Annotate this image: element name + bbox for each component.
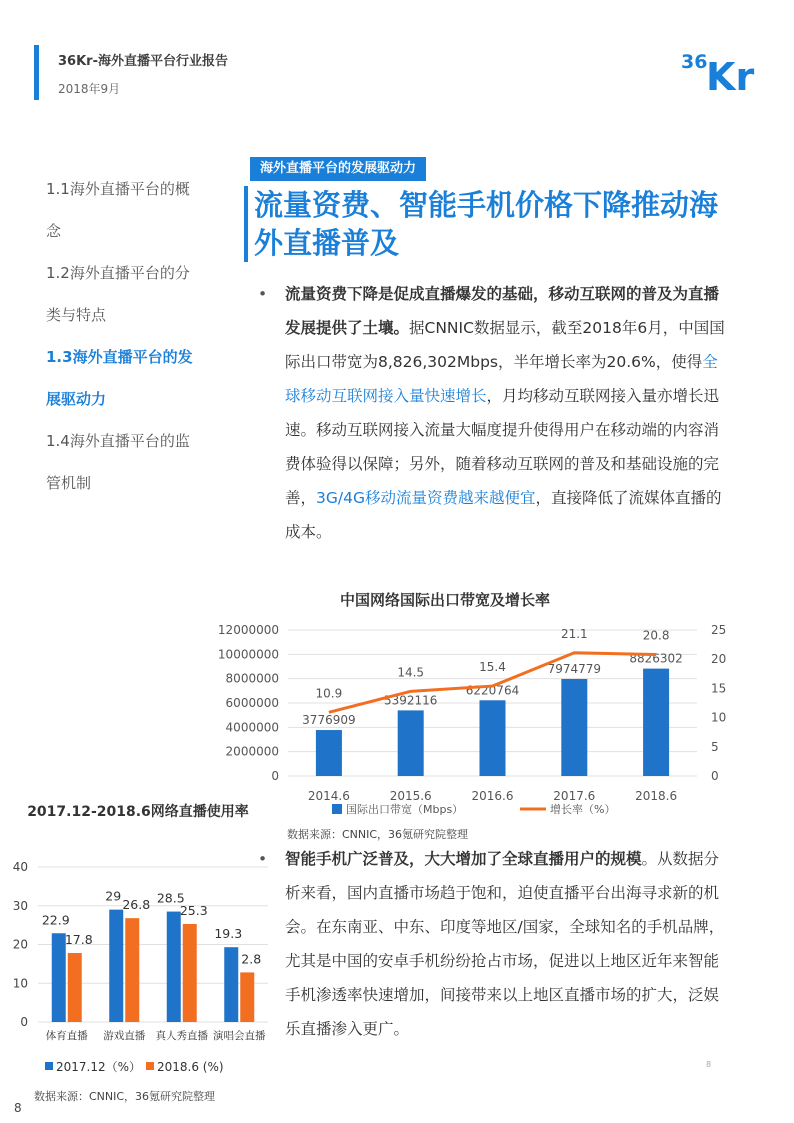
- bullet-text: 据CNNIC数据显示，截至2018年6月，中国国际出口带宽为8,826,302Mbps，半年增长率为20.6%，使得: [285, 319, 725, 371]
- data-label-growth: 10.9: [315, 686, 343, 701]
- x-tick-label: 演唱会直播: [213, 1030, 266, 1042]
- bar-bandwidth: [316, 730, 342, 776]
- toc-item-line: 类与特点: [46, 306, 107, 324]
- logo-text-main: Kr: [706, 55, 755, 96]
- y-tick-label-left: 4000000: [225, 720, 279, 735]
- report-title: 36Kr-海外直播平台行业报告: [58, 54, 228, 69]
- bar-2017-12: [167, 912, 181, 1022]
- legend-swatch-bandwidth: [332, 804, 342, 814]
- toc-item-line: 1.4海外直播平台的监: [46, 432, 190, 450]
- table-of-contents: [46, 168, 226, 504]
- y-tick-label-right: 15: [711, 681, 727, 696]
- chart-1-source: 数据来源：CNNIC，36氪研究院整理: [287, 828, 469, 841]
- bar-bandwidth: [561, 679, 587, 776]
- bar-2018-6: [125, 918, 139, 1022]
- y-tick-label-right: 25: [711, 623, 727, 637]
- toc-item-line: 1.2海外直播平台的分: [46, 264, 190, 282]
- legend-swatch-2017-12: [45, 1062, 53, 1070]
- bar-bandwidth: [480, 700, 506, 776]
- y-tick-label: 10: [12, 976, 28, 991]
- toc-item-1-4[interactable]: [46, 420, 226, 504]
- page-headline: 流量资费、智能手机价格下降推动海外直播普及: [254, 188, 719, 260]
- bandwidth-chart: [200, 615, 760, 830]
- data-label: 28.5: [156, 890, 185, 906]
- report-date: 2018年9月: [58, 82, 121, 96]
- x-tick-label: 2017.6: [553, 789, 596, 803]
- bar-2017-12: [52, 933, 66, 1022]
- y-tick-label: 20: [12, 937, 28, 952]
- toc-item-line: 念: [46, 222, 62, 240]
- y-tick-label-left: 10000000: [217, 647, 279, 662]
- bar-2017-12: [224, 947, 238, 1022]
- header-accent-bar: [34, 45, 39, 100]
- y-tick-label-left: 2000000: [225, 744, 279, 759]
- y-tick-label-left: 0: [271, 769, 279, 783]
- legend-label-growth: 增长率（%）: [550, 803, 616, 816]
- bullet-dot: •: [258, 850, 268, 868]
- toc-item-1-3-active[interactable]: [46, 336, 226, 420]
- y-tick-label: 30: [12, 898, 28, 913]
- toc-item-line: 管机制: [46, 474, 92, 492]
- data-label: 26.8: [122, 897, 151, 913]
- highlight-text: 3G/4G移动流量资费越来越便宜: [316, 489, 536, 507]
- y-tick-label-right: 10: [711, 710, 727, 725]
- x-tick-label: 体育直播: [45, 1030, 88, 1042]
- y-tick-label: 40: [12, 860, 28, 874]
- chart-2-source: 数据来源：CNNIC，36氪研究院整理: [34, 1090, 216, 1103]
- bar-2018-6: [183, 924, 197, 1022]
- y-tick-label-left: 12000000: [217, 623, 279, 637]
- toc-item-1-1[interactable]: [46, 168, 226, 252]
- bullet-paragraph-1: [258, 277, 725, 549]
- data-label-bandwidth: 5392116: [383, 693, 438, 708]
- y-tick-label-right: 0: [711, 769, 719, 783]
- data-label-bandwidth: 3776909: [302, 713, 356, 728]
- bullet-paragraph-2: [258, 842, 727, 1046]
- section-tag: 海外直播平台的发展驱动力: [250, 157, 426, 181]
- data-label-growth: 20.8: [642, 628, 670, 643]
- bar-bandwidth: [398, 710, 424, 776]
- logo-text-top: 36: [681, 51, 708, 73]
- data-label-growth: 21.1: [560, 626, 588, 641]
- page-number: 8: [14, 1101, 22, 1115]
- bar-bandwidth: [643, 669, 669, 776]
- toc-item-line: 1.1海外直播平台的概: [46, 180, 190, 198]
- chart-1-title: 中国网络国际出口带宽及增长率: [340, 591, 551, 609]
- data-label-growth: 14.5: [397, 665, 425, 680]
- data-label-bandwidth: 7974779: [547, 661, 602, 676]
- highlight-text: 全球移动互联网接入量快速增长: [285, 353, 718, 405]
- toc-item-1-2[interactable]: [46, 252, 226, 336]
- y-tick-label: 0: [20, 1015, 28, 1029]
- x-tick-label: 2018.6: [635, 789, 678, 803]
- chart-2-title: 2017.12-2018.6网络直播使用率: [27, 804, 249, 820]
- legend-label-2017-12: 2017.12（%）: [56, 1060, 142, 1074]
- y-tick-label-right: 5: [711, 739, 719, 754]
- x-tick-label: 2014.6: [307, 789, 350, 803]
- data-label: 25.3: [179, 902, 208, 918]
- bullet-text: ，直接降低了流媒体直播的成本。: [285, 489, 722, 541]
- y-tick-label-left: 8000000: [225, 671, 279, 686]
- legend-label-2018-6: 2018.6 (%): [157, 1060, 224, 1074]
- headline-accent-bar: [244, 186, 248, 262]
- bullet-dot: •: [258, 285, 268, 303]
- page-number: 8: [706, 1060, 712, 1069]
- y-tick-label-left: 6000000: [225, 696, 279, 710]
- legend-swatch-2018-6: [146, 1062, 154, 1070]
- bar-2018-6: [68, 953, 82, 1022]
- toc-item-line: 1.3海外直播平台的发: [46, 348, 193, 366]
- x-tick-label: 游戏直播: [103, 1030, 146, 1042]
- bullet-text: 。从数据分析来看，国内直播市场趋于饱和，迫使直播平台出海寻求新的机会。在东南亚、中东、印度等地区/国家，全球知名的手机品牌，尤其是中国的安卓手机纷纷抢占市场，促进以上地区近年来智能手机渗透率快速增加，间接带来以上地区直播市场的扩大，泛娱乐直播渗入更广。: [285, 850, 725, 1038]
- data-label: 29: [105, 888, 122, 904]
- bar-2018-6: [240, 972, 254, 1022]
- usage-rate-chart: [0, 855, 270, 1083]
- 36kr-logo: [680, 38, 770, 96]
- bar-2017-12: [109, 910, 123, 1022]
- data-label: 22.9: [41, 912, 70, 928]
- x-tick-label: 真人秀直播: [155, 1030, 208, 1042]
- data-label-growth: 15.4: [479, 660, 506, 675]
- x-tick-label: 2016.6: [471, 789, 514, 803]
- toc-item-line: 展驱动力: [46, 390, 107, 408]
- data-label-bandwidth: 8826302: [629, 651, 683, 666]
- data-label: 19.3: [214, 926, 243, 942]
- x-tick-label: 2015.6: [389, 789, 432, 803]
- data-label: 2.8: [241, 951, 262, 967]
- data-label: 17.8: [64, 932, 93, 948]
- y-tick-label-right: 20: [711, 652, 727, 667]
- legend-label-bandwidth: 国际出口带宽（Mbps）: [346, 803, 464, 816]
- bullet-bold-lead: 智能手机广泛普及，大大增加了全球直播用户的规模: [285, 850, 642, 868]
- bullet-bold-lead: 流量资费下降是促成直播爆发的基础，移动互联网的普及为直播发展提供了土壤。: [285, 285, 720, 337]
- data-label-bandwidth: 6220764: [465, 683, 520, 698]
- bullet-text: ，月均移动互联网接入量亦增长迅速。移动互联网接入流量大幅度提升使得用户在移动端的内容消费体验得以保障；另外，随着移动互联网的普及和基础设施的完善，: [285, 387, 720, 507]
